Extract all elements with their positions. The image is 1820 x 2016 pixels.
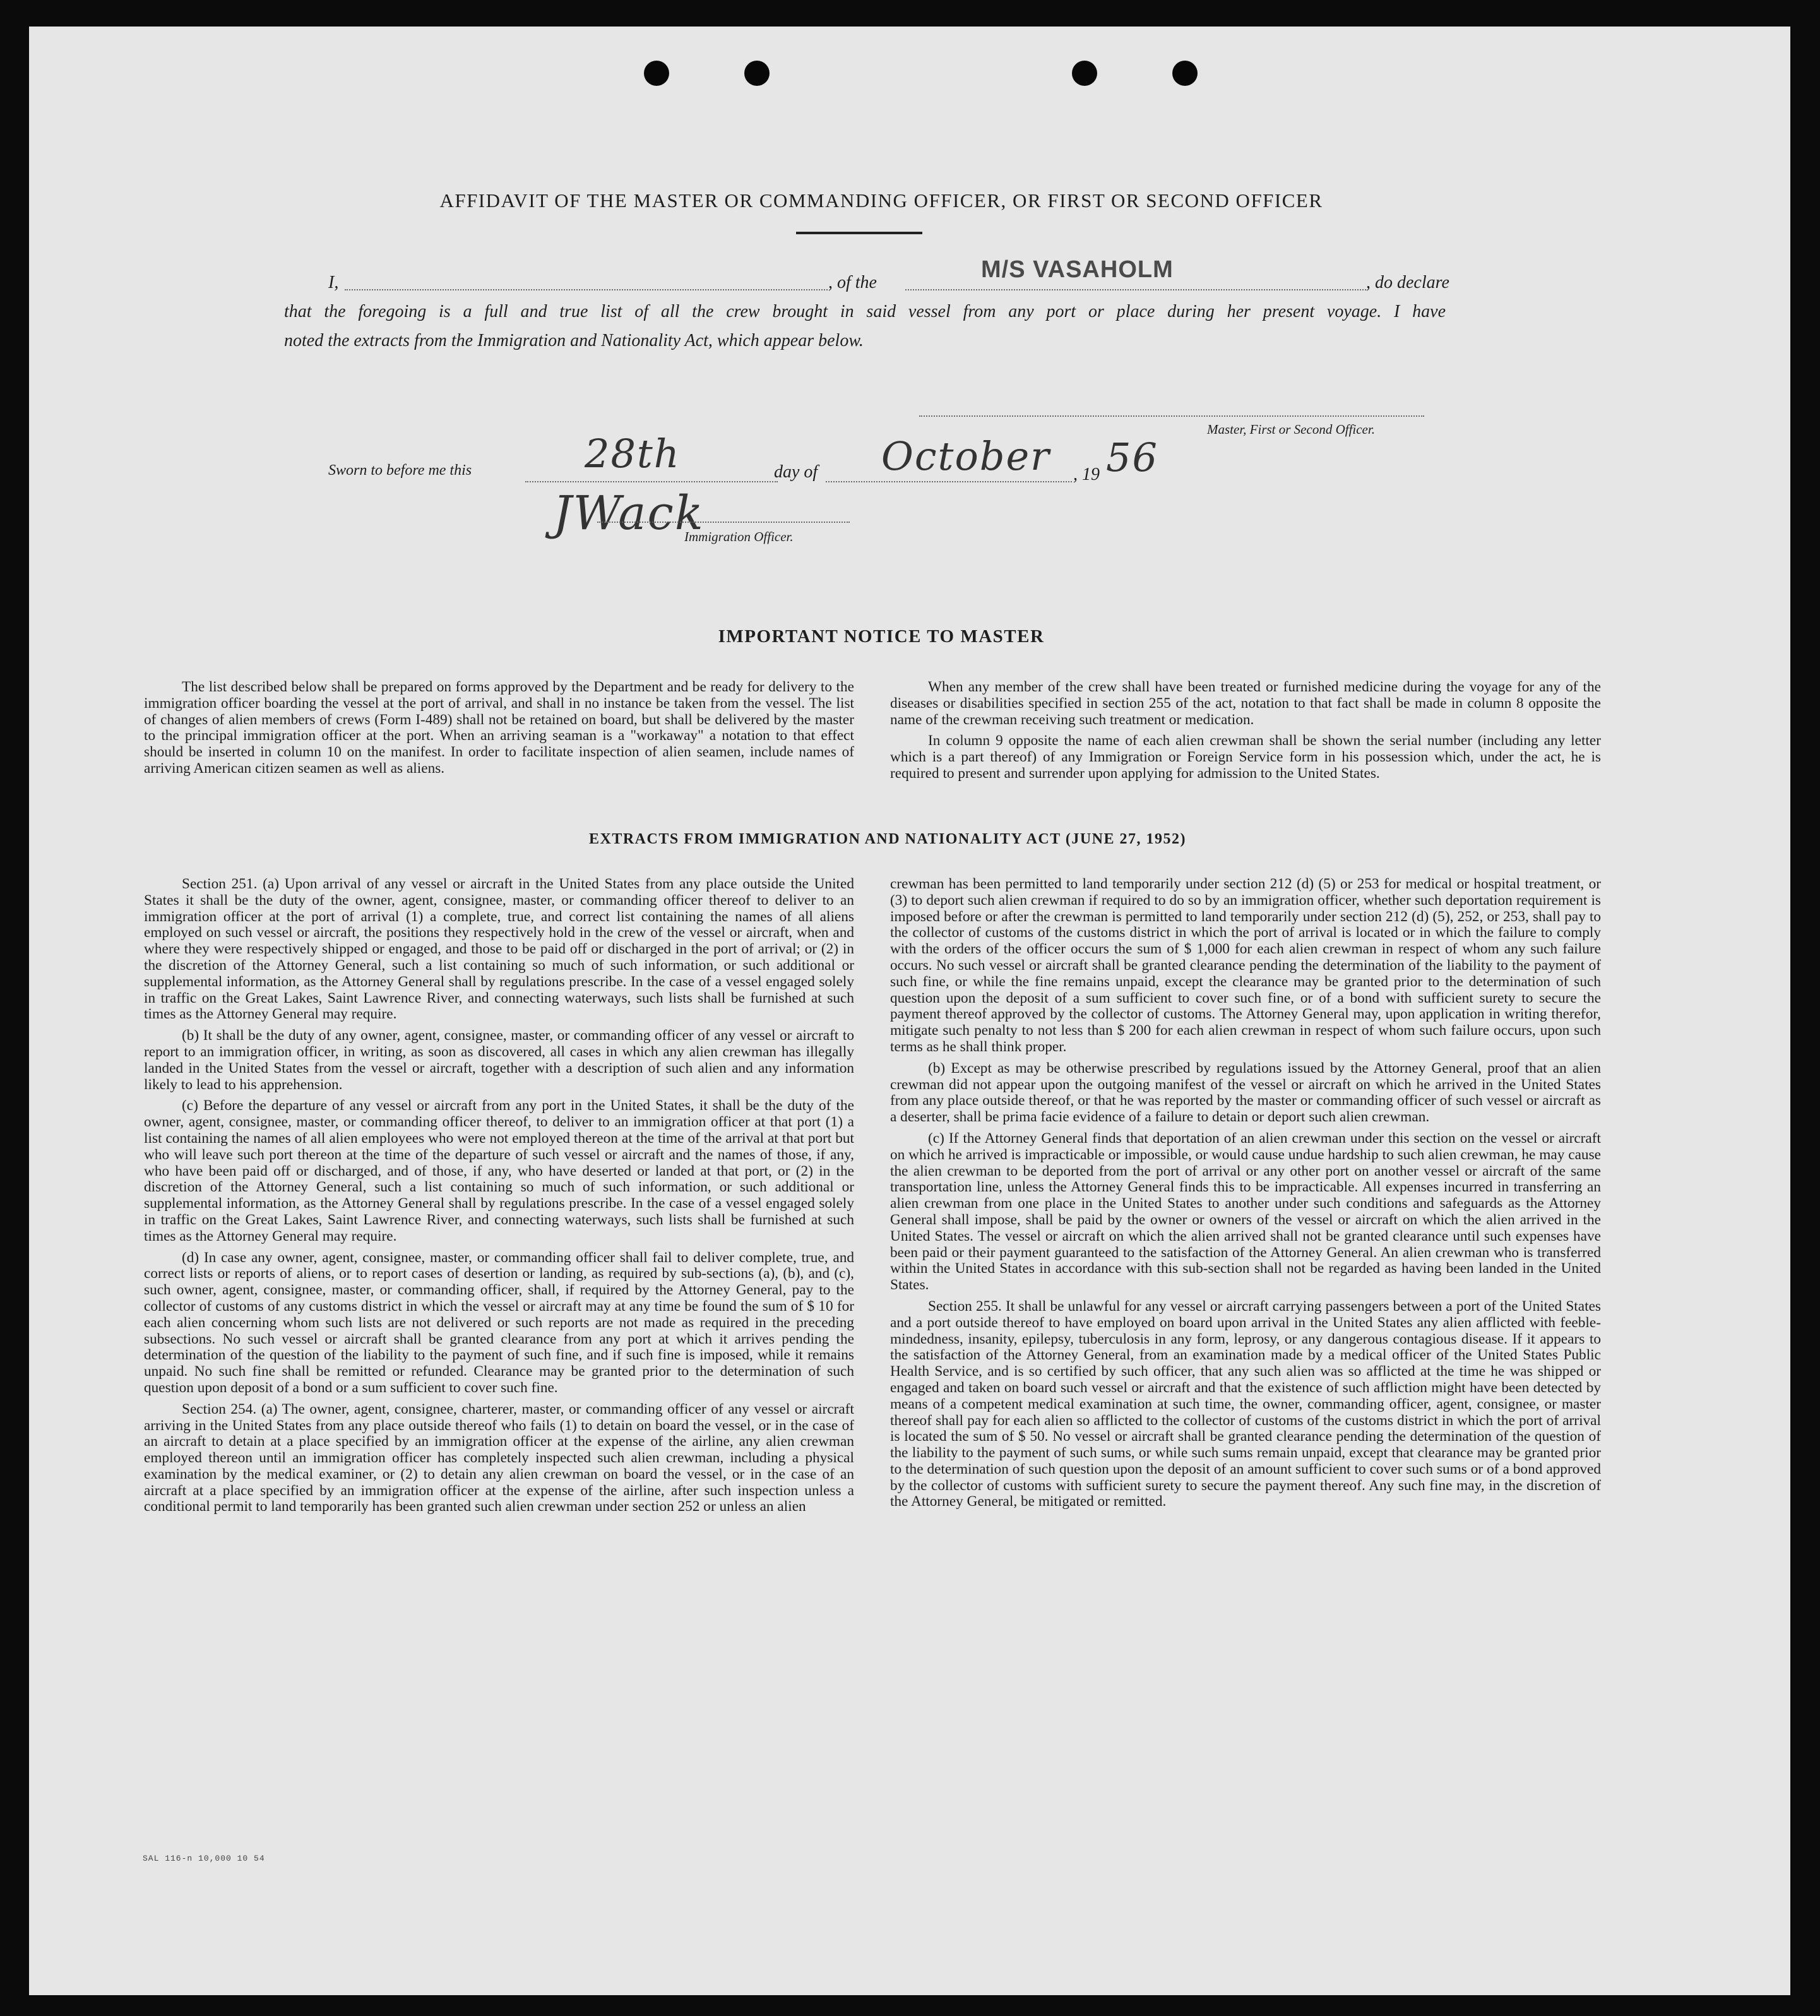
notice-title: IMPORTANT NOTICE TO MASTER	[718, 626, 1045, 647]
extract-paragraph: Section 254. (a) The owner, agent, consignee, charterer, master, or commanding officer of any vessel or aircraft arriving in the United States from any place outside thereof who fails (1) to detain on board the vessel, or in the case of an aircraft to detain at a place specified by an immigration officer at the expense of the airline, any alien crewman employed thereon until an immigration officer has completely inspected such alien crewman, including a physical examination by the medical examiner, or (2) to detain any alien crewman on board the vessel, or in the case of an aircraft at a place specified by an immigration officer at the expense of the airline, after such inspection unless a conditional permit to land temporarily has been granted such alien crewman under section 252 or unless an alien	[144, 1400, 854, 1515]
master-name-blank	[345, 289, 828, 290]
form-number: SAL 116-n 10,000 10 54	[143, 1854, 265, 1863]
declaration-i-label: I,	[328, 273, 339, 292]
sworn-month-handwritten: October	[881, 433, 1050, 479]
notice-paragraph: In column 9 opposite the name of each alien crewman shall be shown the serial number (including any letter which is a part thereof) of any Immigration or Foreign Service form in his possession which, under the act, he is required to present and surrender upon applying for admission to the United States.	[890, 732, 1601, 782]
sworn-year-handwritten: 56	[1106, 434, 1158, 480]
officer-signature-line	[597, 522, 850, 523]
punch-hole	[1072, 61, 1097, 86]
year-prefix-label: , 19	[1073, 465, 1100, 484]
extracts-title: EXTRACTS FROM IMMIGRATION AND NATIONALITY ACT (JUNE 27, 1952)	[589, 831, 1186, 847]
master-signature-line	[919, 415, 1424, 417]
title-divider	[796, 232, 922, 234]
extract-paragraph: (d) In case any owner, agent, consignee, master, or commanding officer shall fail to deliver complete, true, and correct lists or reports of aliens, or to report cases of desertion or landing, as required by sub-sections (a), (b), and (c), such owner, agent, consignee, master, or commanding officer, shall, if required by the Attorney General, pay to the collector of customs of any customs district in which the vessel or aircraft may at any time be found the sum of $ 10 for each alien concerning whom such lists are not delivered or such reports are not made as required in the preceding subsections. No such vessel or aircraft shall be granted clearance from any port at which it arrives pending the determination of the question of the liability to the payment of such fine, and if such fine is imposed, while it remains unpaid. No such fine shall be remitted or refunded. Clearance may be granted prior to the determination of such question upon deposit of a bond or a sum sufficient to cover such fine.	[144, 1249, 854, 1396]
notice-paragraph: The list described below shall be prepared on forms approved by the Department and be ready for delivery to the immigration officer boarding the vessel at the port of arrival, and shall in no instance be taken from the vessel. The list of changes of alien members of crews (Form I-489) shall not be retained on board, but shall be delivered by the master to the principal immigration officer at the port. When an arriving seaman is a "workaway" a notation to that effect should be inserted in column 10 on the manifest. In order to facilitate inspection of alien seamen, include names of arriving American citizen seamen as well as aliens.	[144, 679, 854, 777]
extract-paragraph: Section 251. (a) Upon arrival of any vessel or aircraft in the United States from any place outside the United States it shall be the duty of the owner, agent, consignee, master, or commanding officer thereof to deliver to an immigration officer at the port of arrival (1) a complete, true, and correct list containing the names of all aliens employed on such vessel or aircraft, the positions they respectively hold in the crew of the vessel or aircraft, when and where they were respectively shipped or engaged, and those to be paid off or discharged in the port of arrival; or (2) in the discretion of the Attorney General, such a list containing so much of such information, or such additional or supplemental information, as the Attorney General shall by regulations prescribe. In the case of a vessel engaged solely in traffic on the Great Lakes, Saint Lawrence River, and connecting waterways, such lists shall be furnished at such times as the Attorney General may require.	[144, 876, 854, 1023]
punch-hole	[644, 61, 669, 86]
extract-paragraph: (b) It shall be the duty of any owner, agent, consignee, master, or commanding officer of any vessel or aircraft to report to an immigration officer, in writing, as soon as discovered, all cases in which any alien crewman has illegally landed in the United States from the vessel or aircraft, together with a description of such alien and any information likely to lead to his apprehension.	[144, 1027, 854, 1093]
declaration-line-2: that the foregoing is a full and true list of all the crew brought in said vessel from any port or place during her present voyage. I have	[284, 302, 1446, 321]
day-of-label: day of	[774, 462, 818, 482]
extract-paragraph: Section 255. It shall be unlawful for any vessel or aircraft carrying passengers between a port of the United States and a port outside thereof to have employed on board upon arrival in the United States any alien afflicted with feeble-mindedness, insanity, epilepsy, tuberculosis in any form, leprosy, or any dangerous contagious disease. If it appears to the satisfaction of the Attorney General, from an examination made by a medical officer of the United States Public Health Service, and is so certified by such officer, that any such alien was so afflicted at the time he was shipped or engaged and taken on board such vessel or aircraft and that the existence of such affliction might have been detected by means of a competent medical examination at such time, the owner, commanding officer, agent, consignee, or master thereof shall pay for each alien so afflicted to the collector of customs of the customs district in which the port of arrival is located the sum of $ 50. No vessel or aircraft shall be granted clearance pending the determination of the question of the liability to the payment of such sums, or while such sums remain unpaid, except that clearance may be granted prior to the determination of such question upon the deposit of an amount sufficient to cover such sums or of a bond approved by the collector of customs with sufficient surety to secure the payment thereof. Any such fine may, in the discretion of the Attorney General, be mitigated or remitted.	[890, 1297, 1601, 1510]
vessel-name-blank	[905, 289, 1366, 290]
extracts-right-column	[890, 876, 1601, 1510]
declaration-declare-label: , do declare	[1366, 273, 1449, 292]
vessel-name-stamp: M/S VASAHOLM	[981, 256, 1174, 283]
extract-paragraph: (c) Before the departure of any vessel or aircraft from any port in the United States, it shall be the duty of the owner, agent, consignee, master, or commanding officer thereof, to deliver to an immigration officer at that port (1) a list containing the names of all alien employees who were not employed thereon at the time of the arrival at that port but who will leave such port thereon at the time of the departure of such vessel or aircraft and the names of those, if any, who have been paid off or discharged, and of those, if any, who have deserted or landed at that port, or (2) in the discretion of the Attorney General, such a list containing so much of such information, or such additional or supplemental information, as the Attorney General shall by regulations prescribe. In the case of a vessel engaged solely in traffic on the Great Lakes, Saint Lawrence River, and connecting waterways, such lists shall be furnished at such times as the Attorney General may require.	[144, 1097, 854, 1244]
punch-hole	[744, 61, 770, 86]
extract-paragraph: crewman has been permitted to land temporarily under section 212 (d) (5) or 253 for medical or hospital treatment, or (3) to deport such alien crewman if required to do so by an immigration officer, whether such deportation requirement is imposed before or after the crewman is permitted to land temporarily under section 212 (d) (5), 252, or 253, shall pay to the collector of customs of the customs district in which the port of arrival is located or in which the failure to comply with the orders of the officer occurs the sum of $ 1,000 for each alien crewman in respect of whom any such failure occurs. No such vessel or aircraft shall be granted clearance pending the determination of the liability to the payment of such fine, or while the fine remains unpaid, except the clearance may be granted prior to the determination of such question upon the deposit of a sum sufficient to cover such fine, or of a bond with sufficient surety to secure the payment thereof approved by the collector of customs. The Attorney General may, upon application in writing therefor, mitigate such penalty to not less than $ 200 for each alien crewman in respect of whom such failure occurs, upon such terms as he shall think proper.	[890, 876, 1601, 1055]
extracts-left-column	[144, 876, 854, 1515]
affidavit-title: AFFIDAVIT OF THE MASTER OR COMMANDING OFFICER, OR FIRST OR SECOND OFFICER	[439, 189, 1323, 212]
declaration-line-3: noted the extracts from the Immigration and Nationality Act, which appear below.	[284, 331, 864, 350]
extract-paragraph: (b) Except as may be otherwise prescribed by regulations issued by the Attorney General, proof that an alien crewman did not appear upon the outgoing manifest of the vessel or aircraft on which he arrived in the United States from any place outside thereof, or that he was reported by the master or commanding officer of such vessel or aircraft as a deserter, shall be prima facie evidence of a failure to detain or deport such alien crewman.	[890, 1059, 1601, 1126]
immigration-officer-signature: JWack	[553, 486, 705, 540]
extract-paragraph: (c) If the Attorney General finds that deportation of an alien crewman under this section on the vessel or aircraft on which he arrived is impracticable or impossible, or would cause undue hardship to such alien crewman, he may cause the alien crewman to be deported from the port of arrival or any other port on another vessel or aircraft of the same transportation line, unless the Attorney General finds this to be impracticable. All expenses incurred in transferring an alien crewman from one place in the United States to another under such conditions and safeguards as the Attorney General shall impose, shall be paid by the owner or owners of the vessel or aircraft on which the alien arrived in the United States. The vessel or aircraft on which the alien arrived shall not be granted clearance until such expenses have been paid or their payment guaranteed to the satisfaction of the Attorney General. An alien crewman who is transferred within the United States in accordance with this sub-section shall not be regarded as having been landed in the United States.	[890, 1130, 1601, 1294]
notice-paragraph: When any member of the crew shall have been treated or furnished medicine during the voyage for any of the diseases or disabilities specified in section 255 of the act, notation to that fact shall be made in column 8 opposite the name of the crewman receiving such treatment or medication.	[890, 679, 1601, 728]
sworn-label: Sworn to before me this	[328, 462, 472, 479]
document-page	[29, 27, 1790, 1995]
notice-left-column	[144, 679, 854, 777]
notice-right-column	[890, 679, 1601, 782]
sworn-day-handwritten: 28th	[585, 431, 681, 477]
immigration-officer-label: Immigration Officer.	[684, 529, 794, 544]
sworn-day-blank	[525, 481, 778, 482]
punch-hole	[1172, 61, 1198, 86]
sworn-month-blank	[826, 481, 1072, 482]
declaration-of-the-label: , of the	[828, 273, 877, 292]
master-officer-label: Master, First or Second Officer.	[1207, 422, 1375, 437]
